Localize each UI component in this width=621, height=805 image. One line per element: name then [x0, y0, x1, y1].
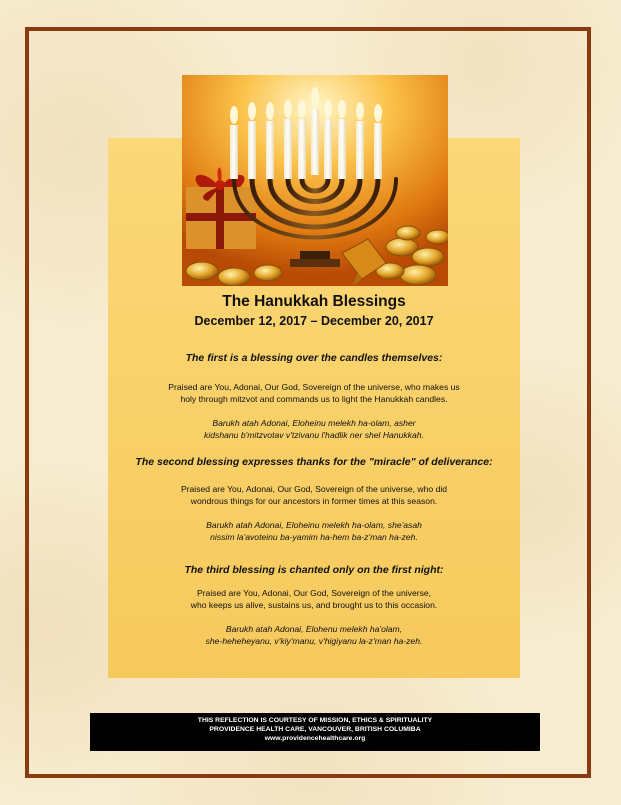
blessing-3-english-line: Praised are You, Adonai, Our God, Sovereign of the universe, — [196, 588, 432, 598]
blessing-2-transliteration-line: Barukh atah Adonai, Eloheinu melekh ha-olam, she'asah — [206, 520, 422, 530]
page-title: The Hanukkah Blessings — [222, 293, 406, 310]
blessings-content — [108, 292, 520, 647]
blessing-1-transliteration-line: kidshanu b'mitzvotav v'tzivanu l'hadlik ner shel Hanukkah. — [204, 430, 424, 440]
blessing-2-transliteration-line: nissim la'avoteinu ba-yamim ha-hem ba-z'man ha-zeh. — [210, 532, 418, 542]
blessing-2-english-line: wondrous things for our ancestors in former times at this season. — [190, 496, 438, 506]
menorah-photo — [182, 75, 448, 286]
blessing-3-transliteration-line: she-heheheyanu, v'kiy'manu, v'higiyanu la-z'man ha-zeh. — [205, 636, 423, 646]
blessing-3-english-line: who keeps us alive, sustains us, and brought us to this occasion. — [190, 600, 438, 610]
footer-line: PROVIDENCE HEALTH CARE, VANCOUVER, BRITISH COLUMIBA — [209, 726, 421, 733]
blessing-1-english-line: Praised are You, Adonai, Our God, Sovereign of the universe, who makes us — [168, 382, 460, 392]
date-range: December 12, 2017 – December 20, 2017 — [194, 314, 434, 328]
blessing-3-transliteration-line: Barukh atah Adonai, Elohenu melekh ha'olam, — [225, 624, 403, 634]
blessing-1-transliteration-line: Barukh atah Adonai, Eloheinu melekh ha-olam, asher — [212, 418, 416, 428]
footer-url: www.providencehealthcare.org — [264, 735, 366, 742]
courtesy-footer — [90, 713, 540, 751]
blessing-1-english-line: holy through mitzvot and commands us to light the Hanukkah candles. — [180, 394, 448, 404]
blessing-2-english-line: Praised are You, Adonai, Our God, Sovereign of the universe, who did — [180, 484, 448, 494]
blessing-3-heading: The third blessing is chanted only on the first night: — [184, 564, 444, 576]
blessing-2-heading: The second blessing expresses thanks for the "miracle" of deliverance: — [135, 456, 493, 468]
footer-line: THIS REFLECTION IS COURTESY OF MISSION, ETHICS & SPIRITUALITY — [197, 717, 433, 724]
blessing-1-heading: The first is a blessing over the candles themselves: — [185, 352, 443, 364]
